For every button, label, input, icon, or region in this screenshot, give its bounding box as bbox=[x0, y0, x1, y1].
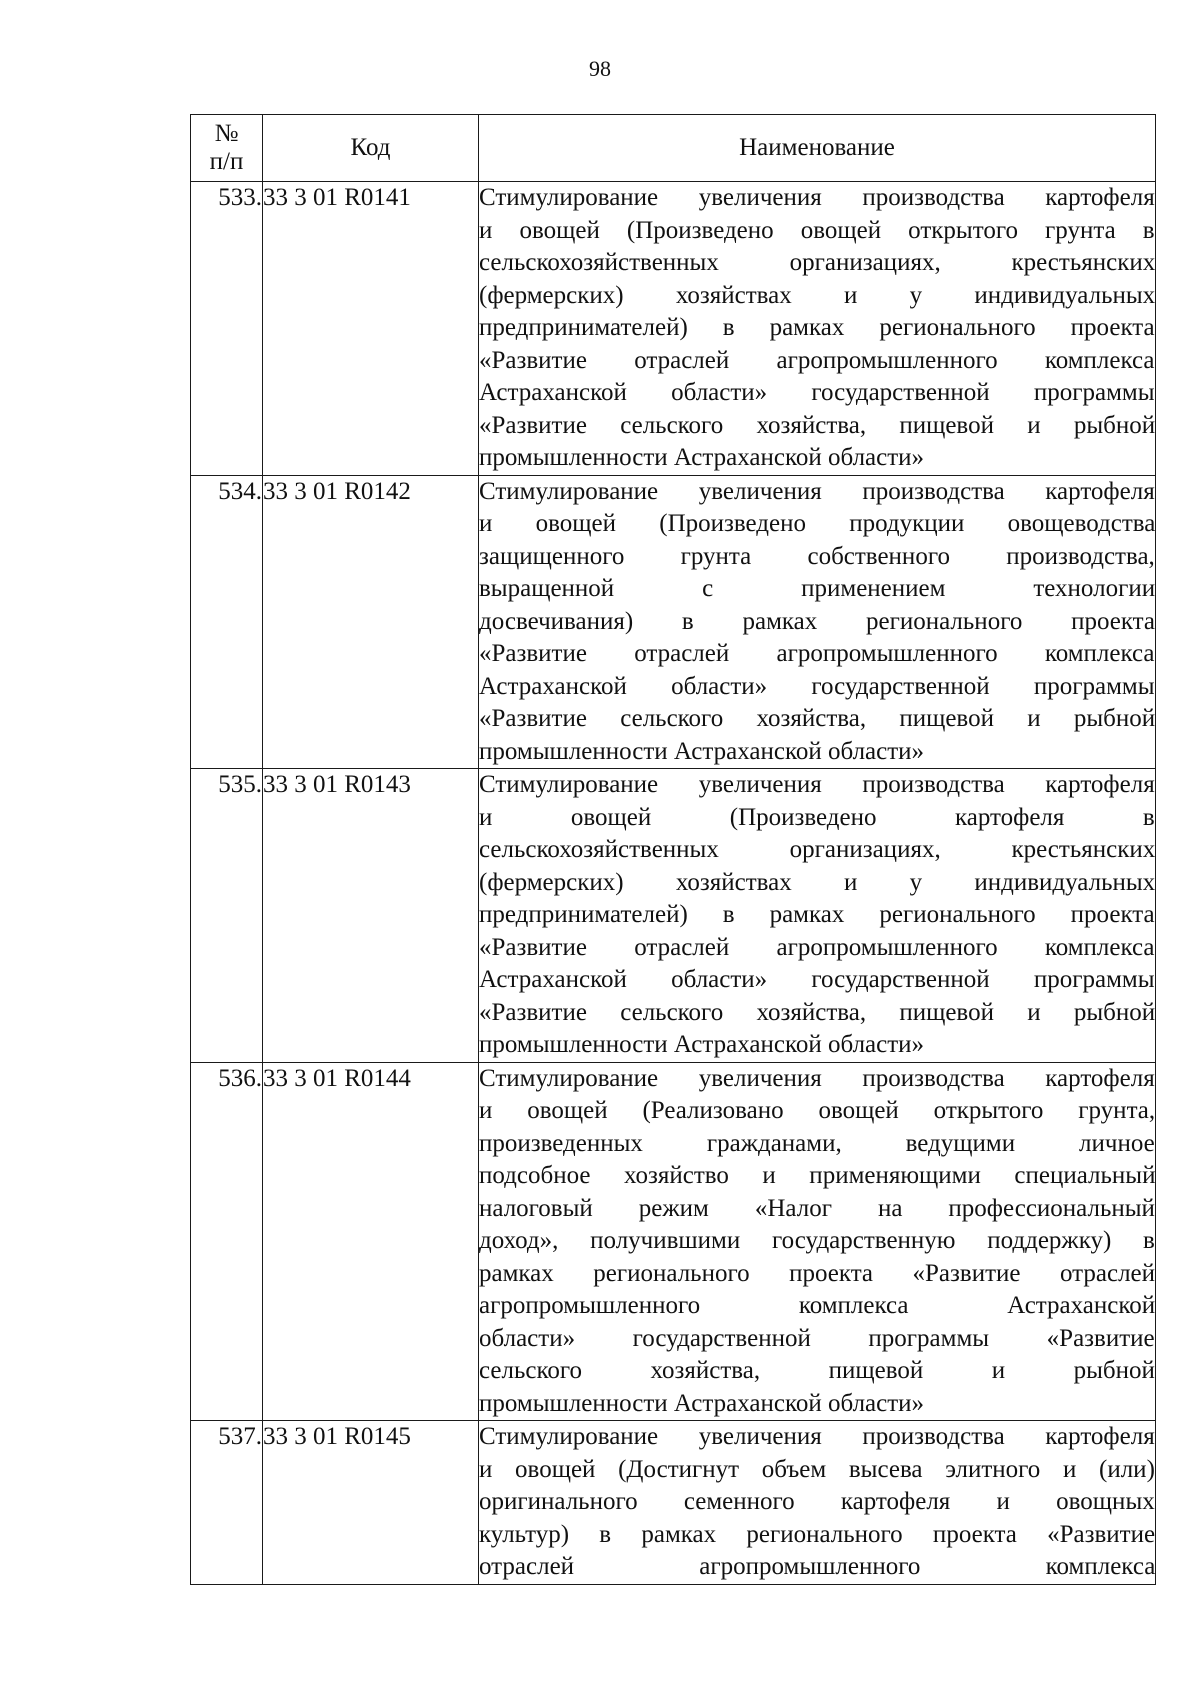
row-name bbox=[479, 1421, 1156, 1585]
row-name-line: «Развитие отраслей агропромышленного комплекса bbox=[479, 640, 1155, 667]
row-name-line: Астраханской области» государственной программы bbox=[479, 966, 1155, 993]
row-name-line: оригинального семенного картофеля и овощных bbox=[479, 1488, 1155, 1515]
row-code: 33 3 01 R0144 bbox=[263, 1062, 479, 1421]
row-code: 33 3 01 R0142 bbox=[263, 475, 479, 769]
row-name-line: доход», получившими государственную поддержку) в bbox=[479, 1227, 1155, 1254]
table-body bbox=[191, 182, 1156, 1585]
row-name bbox=[479, 1062, 1156, 1421]
row-name-line: «Развитие отраслей агропромышленного комплекса bbox=[479, 933, 1155, 961]
row-name-line: досвечивания) в рамках регионального проекта bbox=[479, 607, 1155, 635]
row-code: 33 3 01 R0141 bbox=[263, 182, 479, 476]
header-code: Код bbox=[263, 115, 479, 182]
row-name-line: «Развитие сельского хозяйства, пищевой и рыбной bbox=[479, 998, 1156, 1026]
row-name bbox=[479, 182, 1156, 476]
row-name-line: (фермерских) хозяйствах и у индивидуальных bbox=[479, 868, 1156, 896]
table-header-row bbox=[191, 115, 1156, 182]
row-name-line: произведенных гражданами, ведущими личное bbox=[479, 1129, 1155, 1157]
row-name-line: и овощей (Произведено овощей открытого грунта в bbox=[479, 216, 1155, 244]
row-code: 33 3 01 R0145 bbox=[263, 1421, 479, 1585]
row-name-line: «Развитие сельского хозяйства, пищевой и рыбной bbox=[479, 411, 1156, 439]
row-name-line: сельскохозяйственных организациях, крестьянских bbox=[479, 249, 1156, 276]
row-name-line: «Развитие сельского хозяйства, пищевой и рыбной bbox=[479, 705, 1156, 732]
row-name-line: и овощей (Реализовано овощей открытого грунта, bbox=[479, 1097, 1156, 1124]
header-name: Наименование bbox=[479, 115, 1156, 182]
row-name-line: Стимулирование увеличения производства картофеля bbox=[479, 184, 1155, 211]
row-name-line: промышленности Астраханской области» bbox=[479, 1389, 925, 1417]
row-name-line: Стимулирование увеличения производства картофеля bbox=[479, 1423, 1155, 1450]
row-name-line: сельского хозяйства, пищевой и рыбной bbox=[479, 1357, 1155, 1384]
row-name-line: предпринимателей) в рамках регионального проекта bbox=[479, 901, 1155, 928]
row-number: 533. bbox=[191, 182, 263, 476]
table-row bbox=[191, 475, 1156, 769]
table-row bbox=[191, 1062, 1156, 1421]
row-name-line: и овощей (Произведено продукции овощеводства bbox=[479, 510, 1156, 537]
row-name bbox=[479, 769, 1156, 1063]
table-row bbox=[191, 182, 1156, 476]
row-name-line: и овощей (Произведено картофеля в bbox=[479, 803, 1155, 831]
row-name-line: Стимулирование увеличения производства картофеля bbox=[479, 477, 1155, 505]
header-num-line1: № bbox=[214, 120, 239, 147]
row-name-line: и овощей (Достигнут объем высева элитного и (или) bbox=[479, 1455, 1155, 1483]
row-number: 536. bbox=[191, 1062, 263, 1421]
row-name-line: выращенной с применением технологии bbox=[479, 575, 1156, 602]
row-number: 537. bbox=[191, 1421, 263, 1585]
budget-code-table bbox=[190, 114, 1156, 1585]
row-name-line: налоговый режим «Налог на профессиональный bbox=[479, 1194, 1155, 1222]
row-name-line: подсобное хозяйство и применяющими специальный bbox=[479, 1162, 1156, 1189]
row-name-line: «Развитие отраслей агропромышленного комплекса bbox=[479, 346, 1155, 374]
row-name-line: рамках регионального проекта «Развитие отраслей bbox=[479, 1259, 1156, 1287]
row-name-line: промышленности Астраханской области» bbox=[479, 444, 925, 471]
page-number: 98 bbox=[589, 56, 611, 81]
row-name-line: сельскохозяйственных организациях, крестьянских bbox=[479, 836, 1156, 863]
header-num-line2: п/п bbox=[209, 148, 244, 175]
row-name-line: области» государственной программы «Развитие bbox=[479, 1324, 1155, 1352]
row-number: 535. bbox=[191, 769, 263, 1063]
row-name-line: отраслей агропромышленного комплекса bbox=[479, 1553, 1156, 1580]
row-name-line: агропромышленного комплекса Астраханской bbox=[479, 1292, 1156, 1319]
row-code: 33 3 01 R0143 bbox=[263, 769, 479, 1063]
row-number: 534. bbox=[191, 475, 263, 769]
row-name-line: культур) в рамках регионального проекта «Развитие bbox=[479, 1520, 1156, 1548]
table-row bbox=[191, 769, 1156, 1063]
row-name-line: предпринимателей) в рамках регионального проекта bbox=[479, 314, 1155, 341]
row-name-line: Астраханской области» государственной программы bbox=[479, 672, 1155, 700]
row-name-line: (фермерских) хозяйствах и у индивидуальных bbox=[479, 281, 1156, 309]
row-name-line: промышленности Астраханской области» bbox=[479, 737, 925, 765]
row-name-line: Стимулирование увеличения производства картофеля bbox=[479, 1064, 1155, 1092]
header-num bbox=[191, 115, 263, 182]
row-name-line: защищенного грунта собственного производства, bbox=[479, 542, 1155, 570]
row-name-line: Астраханской области» государственной программы bbox=[479, 379, 1155, 406]
row-name-line: Стимулирование увеличения производства картофеля bbox=[479, 771, 1155, 798]
row-name bbox=[479, 475, 1156, 769]
table-row bbox=[191, 1421, 1156, 1585]
row-name-line: промышленности Астраханской области» bbox=[479, 1031, 925, 1058]
